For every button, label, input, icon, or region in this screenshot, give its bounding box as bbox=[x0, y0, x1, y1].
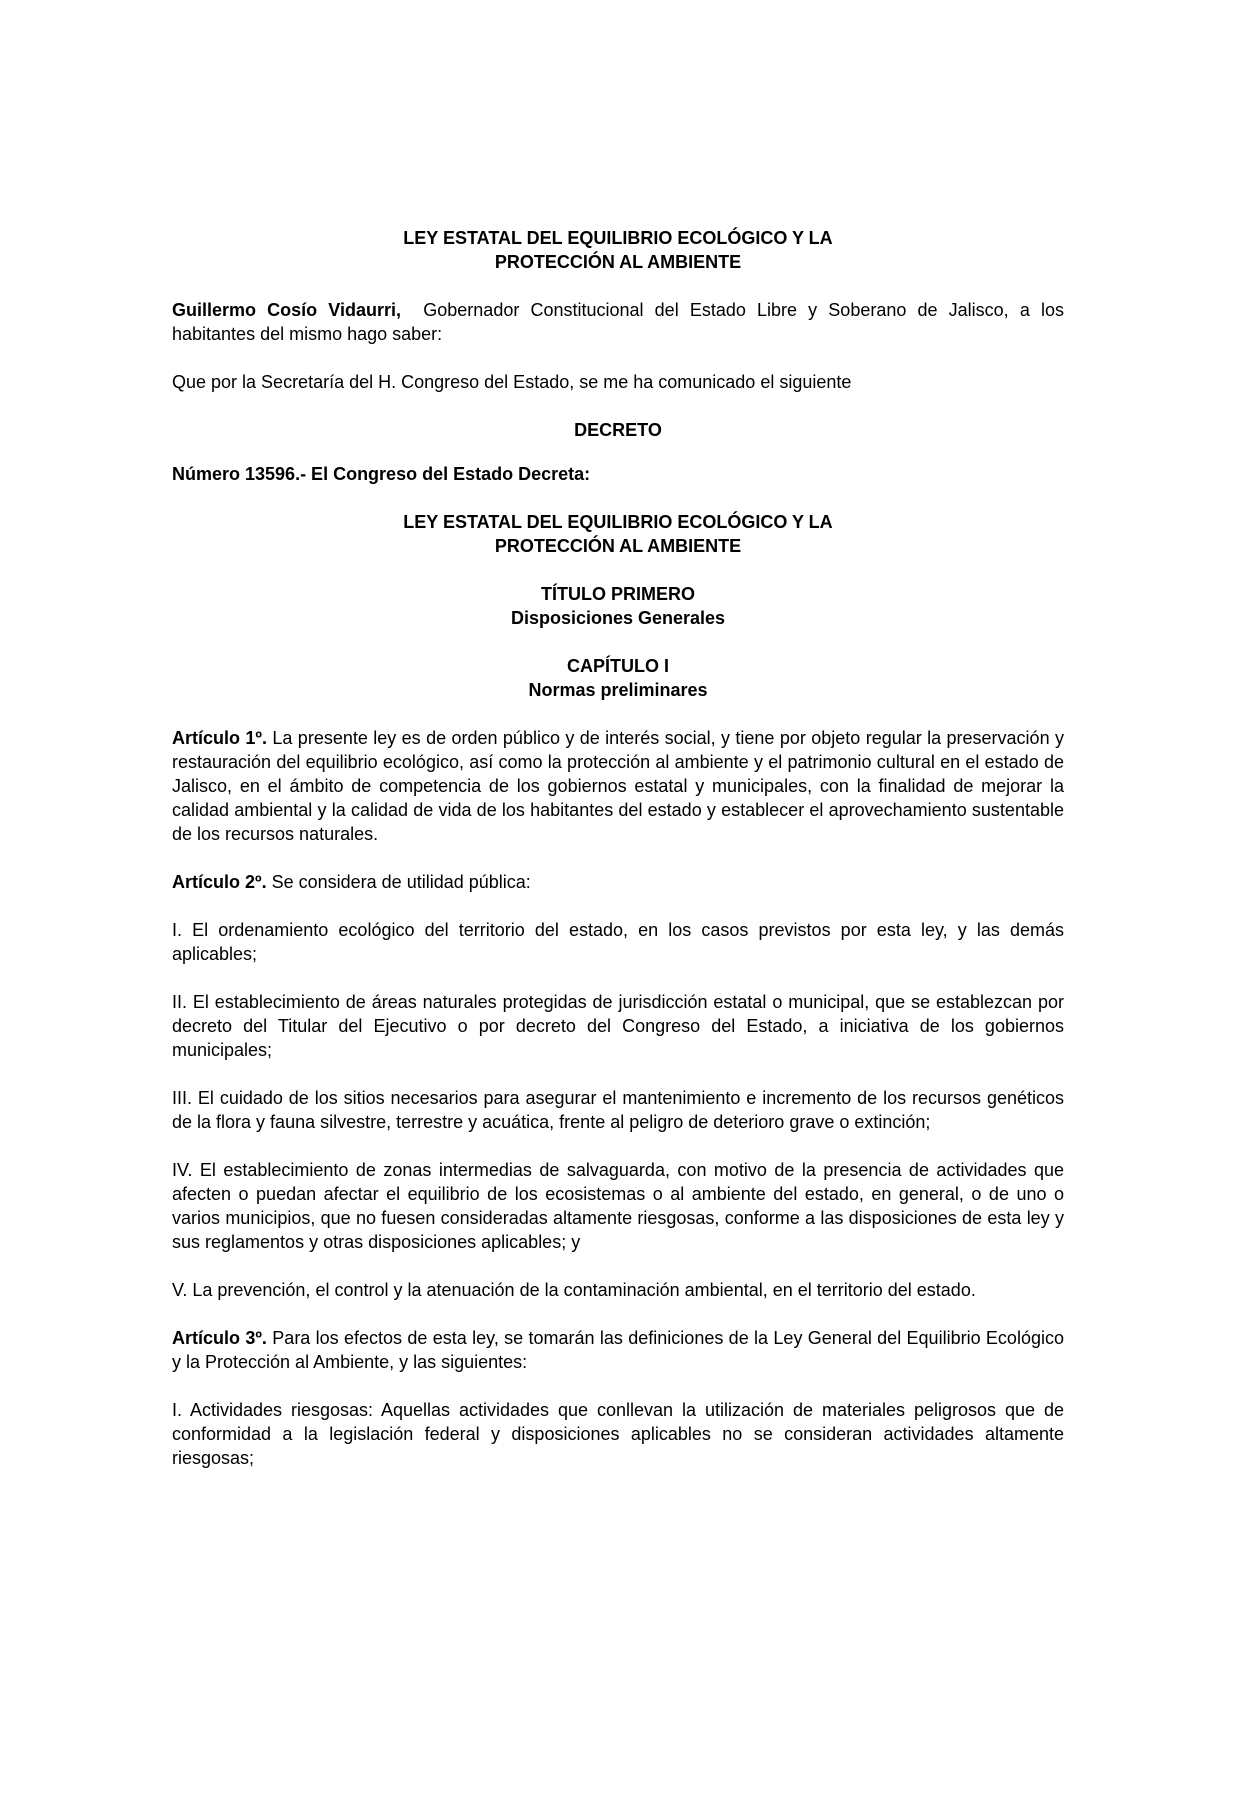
decree-number: Número 13596.- El Congreso del Estado Decreta: bbox=[172, 464, 591, 484]
article-2-item-4: IV. El establecimiento de zonas intermedias de salvaguarda, con motivo de la presencia de actividades que afecten o puedan afectar el equilibrio de los ecosistemas o al ambiente del estado, en general, o de uno o varios municipios, que no fuesen consideradas altamente riesgosas, conforme a las disposiciones de esta ley y sus reglamentos y otras disposiciones aplicables; y bbox=[172, 1160, 1064, 1252]
article-2-item-5: V. La prevención, el control y la atenuación de la contaminación ambiental, en el territorio del estado. bbox=[172, 1280, 976, 1300]
article-3-label: Artículo 3º. bbox=[172, 1328, 267, 1348]
article-2 bbox=[172, 870, 1064, 894]
document-title bbox=[172, 226, 1064, 274]
article-2-text: Se considera de utilidad pública: bbox=[271, 872, 531, 892]
article-3-text: Para los efectos de esta ley, se tomarán las definiciones de la Ley General del Equilibrio Ecológico y la Protección al Ambiente, y las siguientes: bbox=[172, 1328, 1064, 1372]
capitulo-name: Normas preliminares bbox=[528, 680, 708, 700]
article-2-item-1: I. El ordenamiento ecológico del territorio del estado, en los casos previstos por esta ley, y las demás aplicables; bbox=[172, 920, 1064, 964]
law-title bbox=[172, 510, 1064, 558]
governor-name: Guillermo Cosío Vidaurri, bbox=[172, 300, 401, 320]
titulo-label: TÍTULO PRIMERO bbox=[541, 584, 695, 604]
article-2-label: Artículo 2º. bbox=[172, 872, 267, 892]
article-2-item-3: III. El cuidado de los sitios necesarios para asegurar el mantenimiento e incremento de los recursos genéticos de la flora y fauna silvestre, terrestre y acuática, frente al peligro de deterioro grave o extinción; bbox=[172, 1088, 1064, 1132]
article-3 bbox=[172, 1326, 1064, 1374]
decree-heading: DECRETO bbox=[574, 420, 662, 440]
capitulo-heading bbox=[172, 654, 1064, 702]
law-title-line-1: LEY ESTATAL DEL EQUILIBRIO ECOLÓGICO Y LA bbox=[403, 512, 833, 532]
titulo-heading bbox=[172, 582, 1064, 630]
capitulo-label: CAPÍTULO I bbox=[567, 656, 669, 676]
article-3-item-1: I. Actividades riesgosas: Aquellas actividades que conllevan la utilización de materiales peligrosos que de conformidad a la legislación federal y disposiciones aplicables no se consideran actividades altamente riesgosas; bbox=[172, 1400, 1064, 1468]
article-2-item-2: II. El establecimiento de áreas naturales protegidas de jurisdicción estatal o municipal, que se establezcan por decreto del Titular del Ejecutivo o por decreto del Congreso del Estado, a iniciativa de los gobiernos municipales; bbox=[172, 992, 1064, 1060]
article-1 bbox=[172, 726, 1064, 846]
title-line-1: LEY ESTATAL DEL EQUILIBRIO ECOLÓGICO Y LA bbox=[403, 228, 833, 248]
document-page bbox=[172, 226, 1064, 1494]
article-1-label: Artículo 1º. bbox=[172, 728, 267, 748]
intro-paragraph bbox=[172, 298, 1064, 346]
title-line-2: PROTECCIÓN AL AMBIENTE bbox=[494, 252, 742, 272]
governor-text: Gobernador Constitucional del Estado Libre y Soberano de Jalisco, a los habitantes del mismo hago saber: bbox=[172, 300, 1064, 344]
titulo-name: Disposiciones Generales bbox=[510, 608, 726, 628]
article-1-text: La presente ley es de orden público y de interés social, y tiene por objeto regular la preservación y restauración del equilibrio ecológico, así como la protección al ambiente y el patrimonio cultural en el estado de Jalisco, en el ámbito de competencia de los gobiernos estatal y municipales, con la finalidad de mejorar la calidad ambiental y la calidad de vida de los habitantes del estado y establecer el aprovechamiento sustentable de los recursos naturales. bbox=[172, 728, 1064, 844]
communication-paragraph: Que por la Secretaría del H. Congreso del Estado, se me ha comunicado el siguiente bbox=[172, 372, 852, 392]
law-title-line-2: PROTECCIÓN AL AMBIENTE bbox=[494, 536, 742, 556]
